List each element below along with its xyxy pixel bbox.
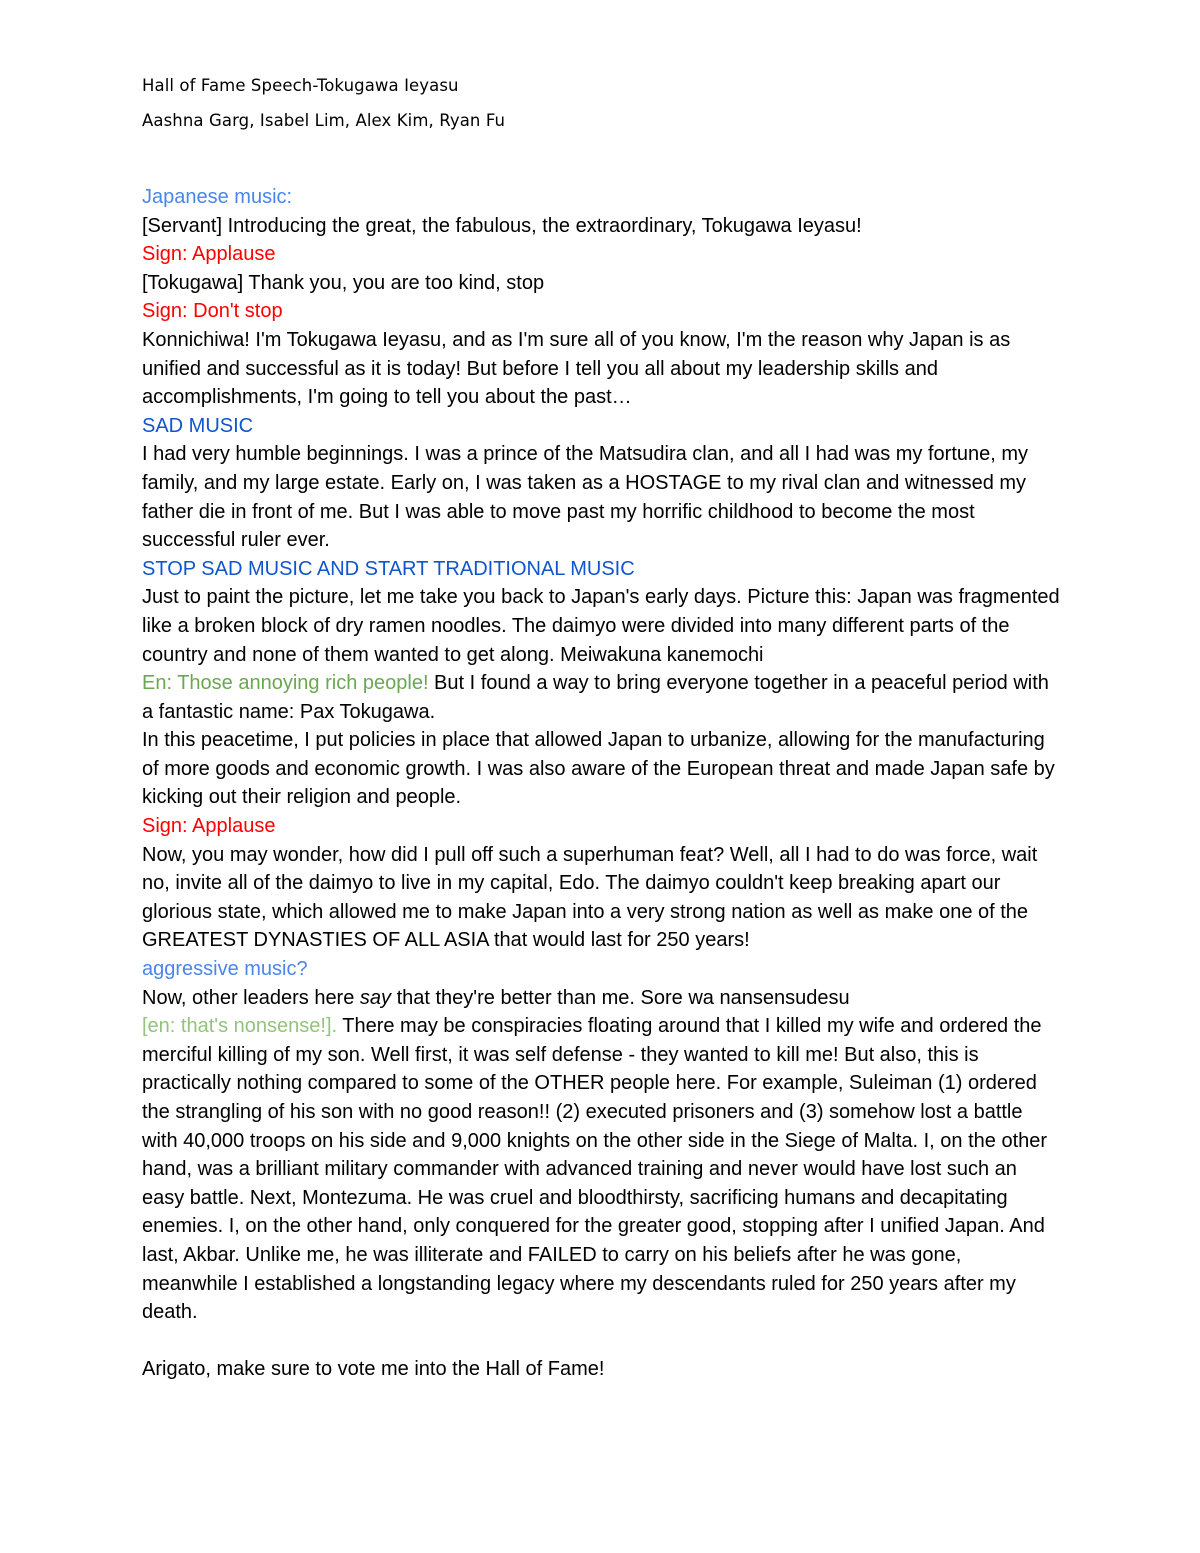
tokugawa-line: [Tokugawa] Thank you, you are too kind, stop [142,271,545,294]
document-title: Hall of Fame Speech-Tokugawa Ieyasu [142,76,459,95]
pax-tokugawa-text: But I found a way to bring everyone together in a peaceful period with a fantastic name: Pax Tokugawa. [142,672,1049,723]
cue-sad-music: SAD MUSIC [142,414,254,437]
beginnings-paragraph: I had very humble beginnings. I was a prince of the Matsudira clan, and all I had was my fortune, my family, and my large estate. Early on, I was taken as a HOSTAGE to my rival clan and witnessed my father die in front of me. But I was able to move past my horrific childhood to become the most successful ruler ever. [142,443,1029,552]
superhuman-paragraph: Now, you may wonder, how did I pull off such a superhuman feat? Well, all I had to do was force, wait no, invite all of the daimyo to live in my capital, Edo. The daimyo couldn't keep breaking apart our glorious state, which allowed me to make Japan into a very strong nation as well as make one of the GREATEST DYNASTIES OF ALL ASIA that would last for 250 years! [142,843,1038,952]
sign-applause-2: Sign: Applause [142,815,276,838]
comparison-paragraph [142,1012,1062,1327]
cue-traditional-music: STOP SAD MUSIC AND START TRADITIONAL MUSIC [142,557,635,580]
say-emphasis: say [359,986,392,1009]
peacetime-paragraph: In this peacetime, I put policies in place that allowed Japan to urbanize, allowing for the manufacturing of more goods and economic growth. I was also aware of the European threat and made Japan safe by kicking out their religion and people. [142,729,1055,809]
sign-dont-stop: Sign: Don't stop [142,300,283,323]
speech-script [142,183,1062,1384]
document-page [142,68,1062,1384]
servant-line: [Servant] Introducing the great, the fabulous, the extraordinary, Tokugawa Ieyasu! [142,214,862,237]
sign-applause-1: Sign: Applause [142,243,276,266]
blank-line [142,1327,1062,1356]
document-authors: Aashna Garg, Isabel Lim, Alex Kim, Ryan Fu [142,111,506,130]
translation-paragraph [142,669,1062,726]
intro-paragraph: Konnichiwa! I'm Tokugawa Ieyasu, and as I'm sure all of you know, I'm the reason why Japan is as unified and successful as it is today! But before I tell you all about my leadership skills and accomplishments, I'm going to tell you about the past… [142,328,1011,409]
early-days-paragraph: Just to paint the picture, let me take you back to Japan's early days. Picture this: Japan was fragmented like a broken block of dry ramen noodles. The daimyo were divided into many different parts of the country and none of them wanted to get along. Meiwakuna kanemochi [142,586,1060,666]
closing-line: Arigato, make sure to vote me into the Hall of Fame! [142,1358,605,1381]
translation-annoying-rich: En: Those annoying rich people! [142,672,429,695]
comparison-text: There may be conspiracies floating around that I killed my wife and ordered the merciful killing of my son. Well first, it was self defense - they wanted to kill me! But also, this is practically nothing compared to some of the OTHER people here. For example, Suleiman (1) ordered the strangling of his son with no good reason!! (2) executed prisoners and (3) somehow lost a battle with 40,000 troops on his side and 9,000 knights on the other side in the Siege of Malta. I, on the other hand, was a brilliant military commander with advanced training and never would have lost such an easy battle. Next, Montezuma. He was cruel and bloodthirsty, sacrificing humans and decapitating enemies. I, on the other hand, only conquered for the greater good, stopping after I unified Japan. And last, Akbar. Unlike me, he was illiterate and FAILED to carry on his beliefs after he was gone, meanwhile I established a longstanding legacy where my descendants ruled for 250 years after my death. [142,1015,1048,1324]
other-leaders-line: Now, other leaders here say that they're better than me. Sore wa nansensudesu [142,986,850,1009]
translation-nonsense: [en: that's nonsense!]. [142,1015,338,1038]
cue-japanese-music: Japanese music: [142,186,293,208]
cue-aggressive-music: aggressive music? [142,958,308,981]
